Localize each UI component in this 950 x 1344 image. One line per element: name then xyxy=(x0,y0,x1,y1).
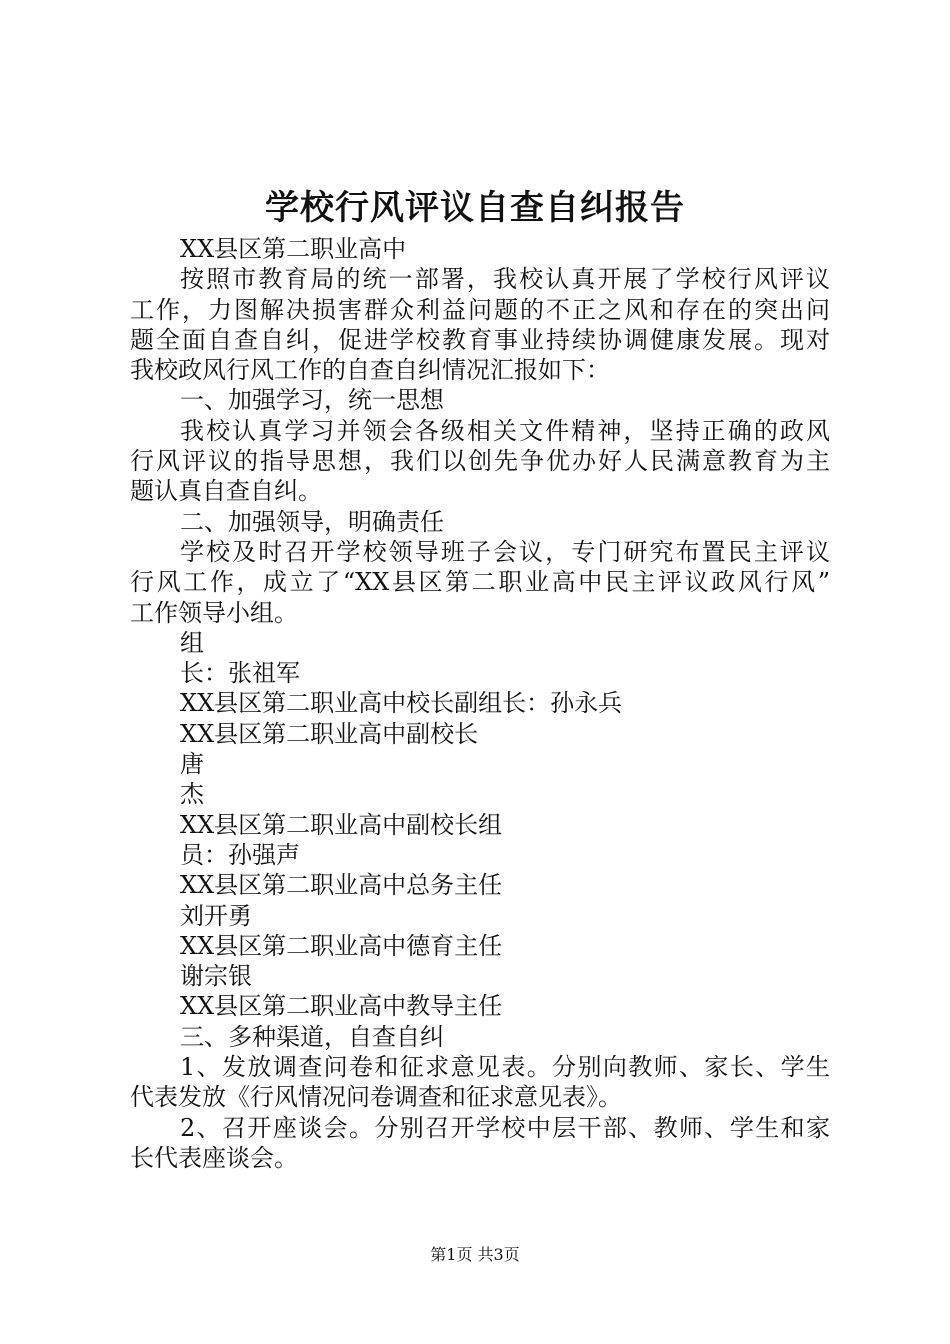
school-name-line: XX县区第二职业高中 xyxy=(180,235,407,263)
paragraph-line: 我校政风行风工作的自查自纠情况汇报如下： xyxy=(130,356,610,385)
paragraph-line: 行风工作，成立了“XX县区第二职业高中民主评议政风行风” xyxy=(130,568,830,597)
paragraph-line: 工作领导小组。 xyxy=(130,598,298,627)
paragraph-line: 代表发放《行风情况问卷调查和征求意见表》。 xyxy=(130,1083,622,1112)
member-list-line: 组 xyxy=(180,628,204,657)
paragraph-line: 2、召开座谈会。分别召开学校中层干部、教师、学生和家 xyxy=(180,1113,830,1142)
paragraph-line: 工作，力图解决损害群众利益问题的不正之风和存在的突出问 xyxy=(130,295,830,324)
paragraph-line: 1、发放调查问卷和征求意见表。分别向教师、家长、学生 xyxy=(180,1053,830,1082)
document-title: 学校行风评议自查自纠报告 xyxy=(265,188,685,228)
paragraph-line: 长代表座谈会。 xyxy=(130,1143,298,1172)
paragraph-line: 按照市教育局的统一部署，我校认真开展了学校行风评议 xyxy=(180,265,830,294)
section-heading: 二、加强领导，明确责任 xyxy=(180,507,444,536)
member-list-line: XX县区第二职业高中教导主任 xyxy=(180,992,503,1021)
section-heading: 一、加强学习，统一思想 xyxy=(180,386,444,415)
member-list-line: 杰 xyxy=(180,780,204,809)
paragraph-line: 题认真自查自纠。 xyxy=(130,477,322,506)
section-heading: 三、多种渠道，自查自纠 xyxy=(180,1022,444,1051)
member-list-line: 谢宗银 xyxy=(180,962,252,991)
member-list-line: XX县区第二职业高中总务主任 xyxy=(180,871,503,900)
paragraph-line: 学校及时召开学校领导班子会议，专门研究布置民主评议 xyxy=(180,537,830,566)
member-list-line: 唐 xyxy=(180,750,204,779)
page-number-footer: 第1页 共3页 xyxy=(430,1245,520,1264)
document-body xyxy=(130,234,830,1173)
member-list-line: XX县区第二职业高中德育主任 xyxy=(180,931,503,960)
paragraph-line: 行风评议的指导思想，我们以创先争优办好人民满意教育为主 xyxy=(130,447,830,476)
member-list-line: XX县区第二职业高中校长副组长：孙永兵 xyxy=(180,689,623,718)
member-list-line: XX县区第二职业高中副校长组 xyxy=(180,810,503,839)
member-list-line: 长：张祖军 xyxy=(180,659,300,688)
member-list-line: XX县区第二职业高中副校长 xyxy=(180,719,479,748)
member-list-line: 员：孙强声 xyxy=(180,840,300,869)
paragraph-line: 题全面自查自纠，促进学校教育事业持续协调健康发展。现对 xyxy=(130,325,830,354)
paragraph-line: 我校认真学习并领会各级相关文件精神，坚持正确的政风 xyxy=(180,416,830,445)
member-list-line: 刘开勇 xyxy=(180,901,252,930)
